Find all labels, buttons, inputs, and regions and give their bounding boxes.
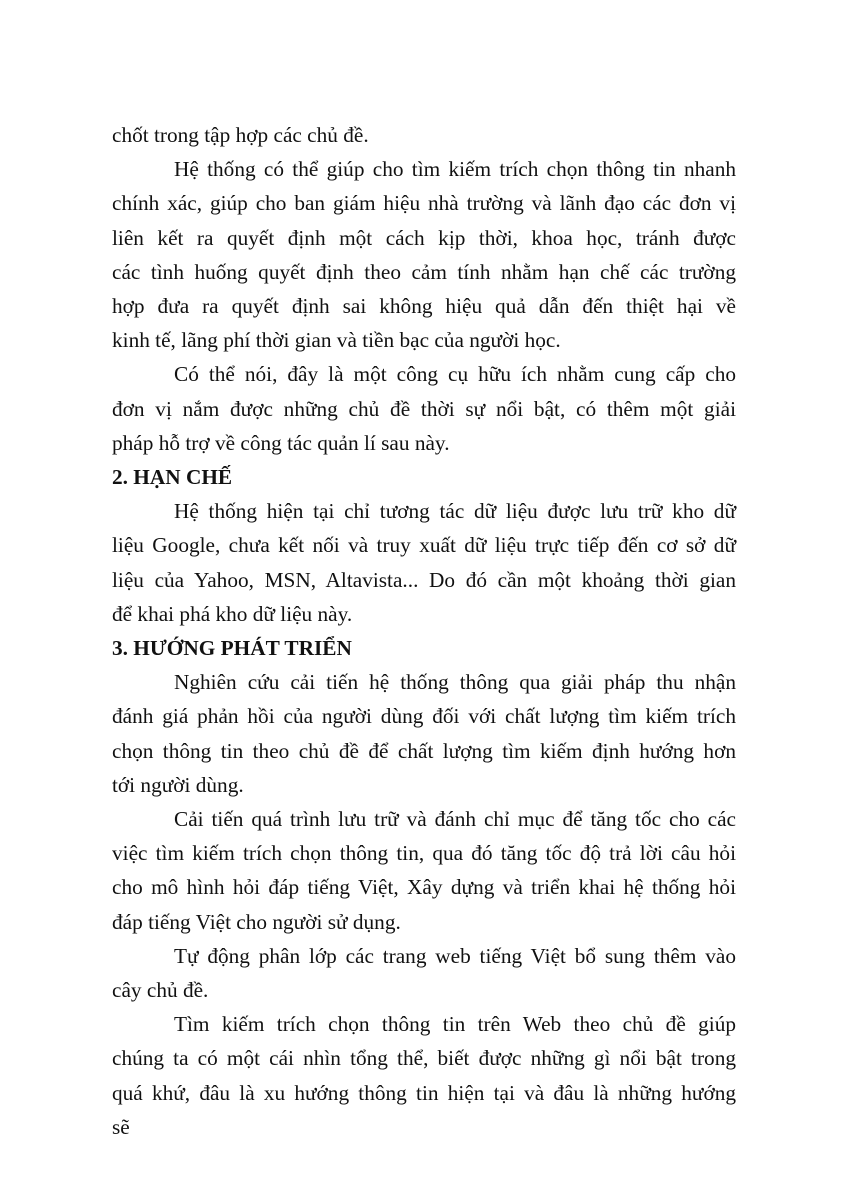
text-line: Tìm kiếm trích chọn thông tin trên Web theo chủ đề giúp <box>174 1012 736 1037</box>
text-line: Hệ thống có thể giúp cho tìm kiếm trích chọn thông tin nhanh <box>174 157 736 182</box>
text-line: Tự động phân lớp các trang web tiếng Việt bổ sung thêm vào <box>174 943 736 968</box>
text-line: Cải tiến quá trình lưu trữ và đánh chỉ mục để tăng tốc cho các <box>174 807 736 832</box>
text-line: cây chủ đề. <box>112 978 209 1003</box>
text-line: đáp tiếng Việt cho người sử dụng. <box>112 909 401 934</box>
text-line: các tình huống quyết định theo cảm tính nhằm hạn chế các trường <box>112 259 736 284</box>
intro-paragraph <box>112 118 736 152</box>
text-line: Hệ thống hiện tại chỉ tương tác dữ liệu được lưu trữ kho dữ <box>174 499 736 524</box>
paragraph-indexing <box>112 802 736 939</box>
text-line: chọn thông tin theo chủ đề để chất lượng tìm kiếm định hướng hơn <box>112 738 736 763</box>
paragraph-useful-tool <box>112 357 736 460</box>
paragraph-classification <box>112 939 736 1007</box>
text-line: liên kết ra quyết định một cách kịp thời, khoa học, tránh được <box>112 225 736 250</box>
paragraph-limitations <box>112 494 736 631</box>
text-line: kinh tế, lãng phí thời gian và tiền bạc của người học. <box>112 328 561 353</box>
text-line: Có thể nói, đây là một công cụ hữu ích nhằm cung cấp cho <box>174 362 736 387</box>
text-line: quá khứ, đâu là xu hướng thông tin hiện tại và đâu là những hướng <box>112 1080 736 1105</box>
text-line: chính xác, giúp cho ban giám hiệu nhà trường và lãnh đạo các đơn vị <box>112 191 736 216</box>
section-heading-limitations: 2. HẠN CHẾ <box>112 465 233 490</box>
text-line: việc tìm kiếm trích chọn thông tin, qua đó tăng tốc độ trả lời câu hỏi <box>112 841 736 866</box>
text-line: đơn vị nắm được những chủ đề thời sự nổi bật, có thêm một giải <box>112 396 736 421</box>
text-line: hợp đưa ra quyết định sai không hiệu quả dẫn đến thiệt hại về <box>112 294 736 319</box>
paragraph-feedback-research <box>112 665 736 802</box>
text-line: pháp hỗ trợ về công tác quản lí sau này. <box>112 430 450 455</box>
text-line: chúng ta có một cái nhìn tổng thể, biết được những gì nổi bật trong <box>112 1046 736 1071</box>
text-line: liệu Google, chưa kết nối và truy xuất dữ liệu trực tiếp đến cơ sở dữ <box>112 533 736 558</box>
text-line: liệu của Yahoo, MSN, Altavista... Do đó cần một khoảng thời gian <box>112 567 736 592</box>
paragraph-overview <box>112 1007 736 1144</box>
text-line: cho mô hình hỏi đáp tiếng Việt, Xây dựng và triển khai hệ thống hỏi <box>112 875 736 900</box>
text-line: chốt trong tập hợp các chủ đề. <box>112 123 369 147</box>
section-heading-future-work: 3. HƯỚNG PHÁT TRIỂN <box>112 636 352 661</box>
text-line: tới người dùng. <box>112 772 244 797</box>
text-line: đánh giá phản hồi của người dùng đối với chất lượng tìm kiếm trích <box>112 704 736 729</box>
document-body <box>112 118 736 1144</box>
text-line: sẽ <box>112 1114 130 1139</box>
text-line: để khai phá kho dữ liệu này. <box>112 601 353 626</box>
text-line: Nghiên cứu cải tiến hệ thống thông qua giải pháp thu nhận <box>174 670 736 695</box>
paragraph-system-benefits <box>112 152 736 357</box>
